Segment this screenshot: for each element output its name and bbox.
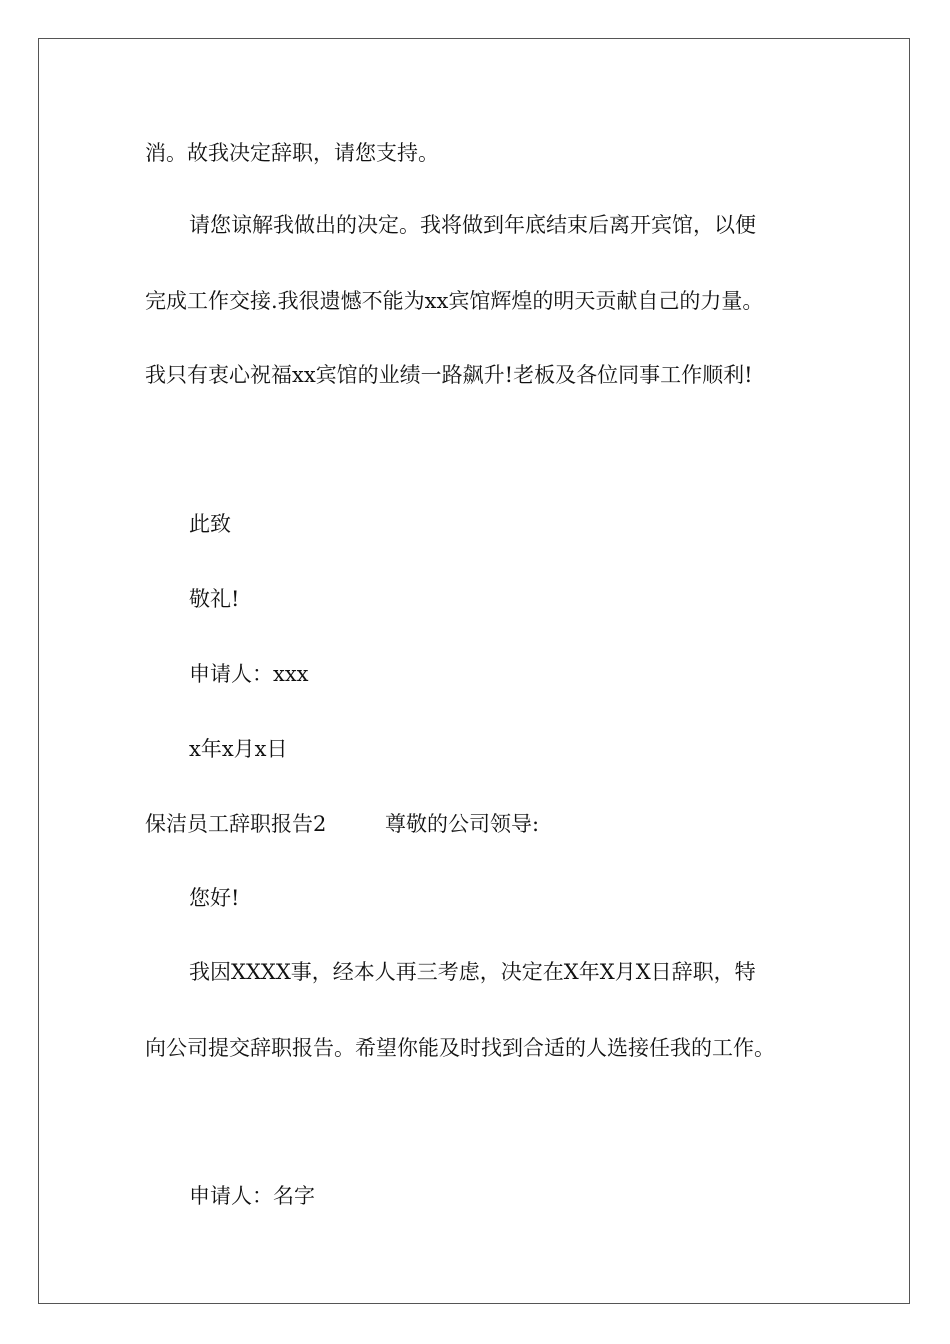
- letter1-date: x年x月x日: [189, 737, 288, 761]
- letter1-para1-line1: 消。故我决定辞职，请您支持。: [145, 141, 439, 165]
- letter2-greeting-to: 尊敬的公司领导:: [385, 812, 540, 836]
- letter2-body-line2: 向公司提交辞职报告。希望你能及时找到合适的人选接任我的工作。: [145, 1036, 775, 1060]
- letter2-applicant: 申请人：名字: [189, 1184, 315, 1208]
- letter2-title: 保洁员工辞职报告2: [145, 812, 327, 836]
- letter1-para2-line2: 完成工作交接.我很遗憾不能为xx宾馆辉煌的明天贡献自己的力量。: [145, 289, 764, 313]
- letter2-hello: 您好!: [189, 886, 240, 910]
- letter1-applicant: 申请人：xxx: [189, 662, 309, 686]
- letter1-closing2: 敬礼!: [189, 587, 240, 611]
- letter1-closing1: 此致: [189, 512, 231, 536]
- letter1-para2-line1: 请您谅解我做出的决定。我将做到年底结束后离开宾馆，以便: [189, 213, 756, 237]
- letter1-para2-line3: 我只有衷心祝福xx宾馆的业绩一路飙升!老板及各位同事工作顺利!: [145, 363, 753, 387]
- letter2-body-line1: 我因XXXX事，经本人再三考虑，决定在X年X月X日辞职，特: [189, 960, 756, 984]
